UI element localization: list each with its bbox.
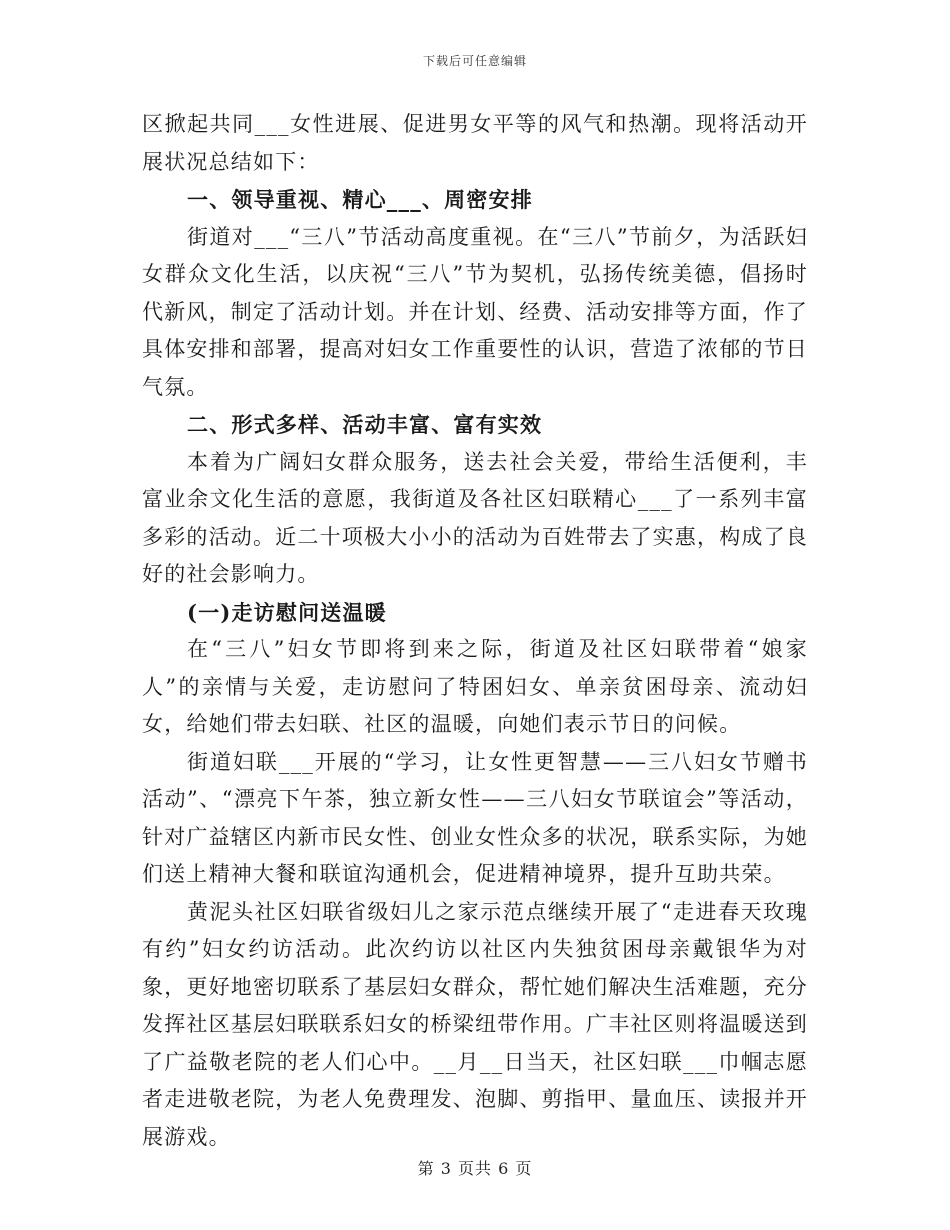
paragraph-visits: 在“三八”妇女节即将到来之际，街道及社区妇联带着“娘家人”的亲情与关爱，走访慰问了特困妇女、单亲贫困母亲、流动妇女，给她们带去妇联、社区的温暖，向她们表示节日的问候。 bbox=[142, 637, 808, 736]
paragraph-intro-continuation: 区掀起共同___女性进展、促进男女平等的风气和热潮。现将活动开展状况总结如下： bbox=[142, 112, 808, 174]
paragraph-activities: 本着为广阔妇女群众服务，送去社会关爱，带给生活便利，丰富业余文化生活的意愿，我街道及各社区妇联精心___了一系列丰富多彩的活动。近二十项极大小小的活动为百姓带去了实惠，构成了良好的社会影响力。 bbox=[142, 449, 808, 586]
paragraph-leadership: 街道对___“三八”节活动高度重视。在“三八”节前夕，为活跃妇女群众文化生活，以庆祝“三八”节为契机，弘扬传统美德，倡扬时代新风，制定了活动计划。并在计划、经费、活动安排等方面，作了具体安排和部署，提高对妇女工作重要性的认识，营造了浓郁的节日气氛。 bbox=[142, 224, 808, 399]
page-header-note: 下载后可任意编辑 bbox=[422, 54, 527, 68]
subsection-heading-1: (一)走访慰问送温暖 bbox=[187, 599, 387, 625]
page-number: 第 3 页共 6 页 bbox=[417, 1159, 533, 1178]
section-heading-1: 一、领导重视、精心___、周密安排 bbox=[187, 187, 533, 212]
paragraph-street-events: 街道妇联___开展的“学习，让女性更智慧——三八妇女节赠书活动”、“漂亮下午茶，独立新女性——三八妇女节联谊会”等活动，针对广益辖区内新市民女性、创业女性众多的状况，联系实际，为她们送上精神大餐和联谊沟通机会，促进精神境界，提升互助共荣。 bbox=[142, 749, 808, 886]
document-body bbox=[142, 106, 808, 1156]
paragraph-community-events: 黄泥头社区妇联省级妇儿之家示范点继续开展了“走进春天玫瑰有约”妇女约访活动。此次约访以社区内失独贫困母亲戴银华为对象，更好地密切联系了基层妇女群众，帮忙她们解决生活难题，充分发挥社区基层妇联联系妇女的桥梁纽带作用。广丰社区则将温暖送到了广益敬老院的老人们心中。__月__日当天，社区妇联___巾帼志愿者走进敬老院，为老人免费理发、泡脚、剪指甲、量血压、读报并开展游戏。 bbox=[142, 899, 808, 1149]
section-heading-2: 二、形式多样、活动丰富、富有实效 bbox=[187, 412, 543, 437]
